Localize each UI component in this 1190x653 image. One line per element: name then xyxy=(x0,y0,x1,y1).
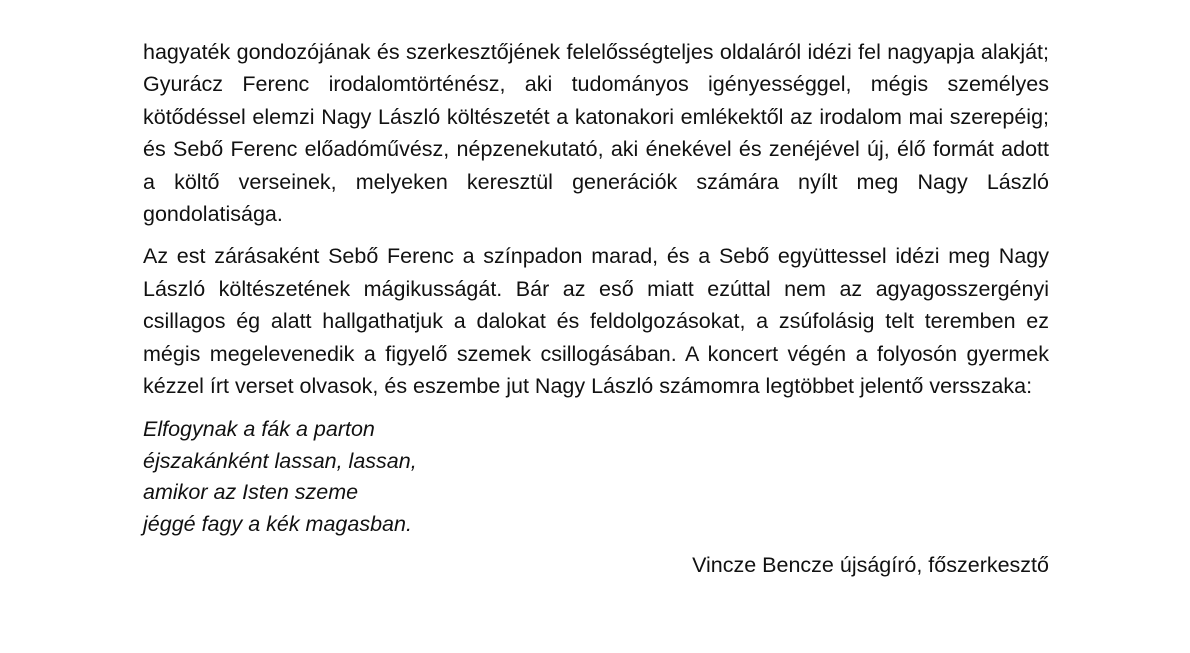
poem-line: éjszakánként lassan, lassan, xyxy=(143,448,417,473)
poem-line: amikor az Isten szeme xyxy=(143,480,359,505)
poem-line: jéggé fagy a kék magasban. xyxy=(143,511,412,536)
paragraph: hagyaték gondozójának és szerkesztőjének felelősségteljes oldaláról idézi fel nagyapja alakját; Gyurácz Ferenc irodalomtörténész, aki tudományos igényességgel, mégis személyes kötődéssel elemzi Nagy László költészetét a katonakori emlékektől az irodalom mai szerepéig; és Sebő Ferenc előadóművész, népzenekutató, aki énekével és zenéjével új, élő formát adott a költő verseinek, melyeken keresztül generációk számára nyílt meg Nagy László gondolatisága. xyxy=(143,40,1049,227)
poem-stanza xyxy=(143,414,1049,540)
author-signature: Vincze Bencze újságíró, főszerkesztő xyxy=(692,553,1049,578)
poem-line: Elfogynak a fák a parton xyxy=(143,417,375,442)
paragraph: Az est zárásaként Sebő Ferenc a színpadon marad, és a Sebő együttessel idézi meg Nagy László költészetének mágikusságát. Bár az eső miatt ezúttal nem az agyagosszergényi csillagos ég alatt hallgathatjuk a dalokat és feldolgozásokat, a zsúfolásig telt teremben ez mégis megelevenedik a figyelő szemek csillogásában. A koncert végén a folyosón gyermek kézzel írt verset olvasok, és eszembe jut Nagy László számomra legtöbbet jelentő versszaka: xyxy=(143,244,1049,399)
article-body xyxy=(143,36,1049,582)
